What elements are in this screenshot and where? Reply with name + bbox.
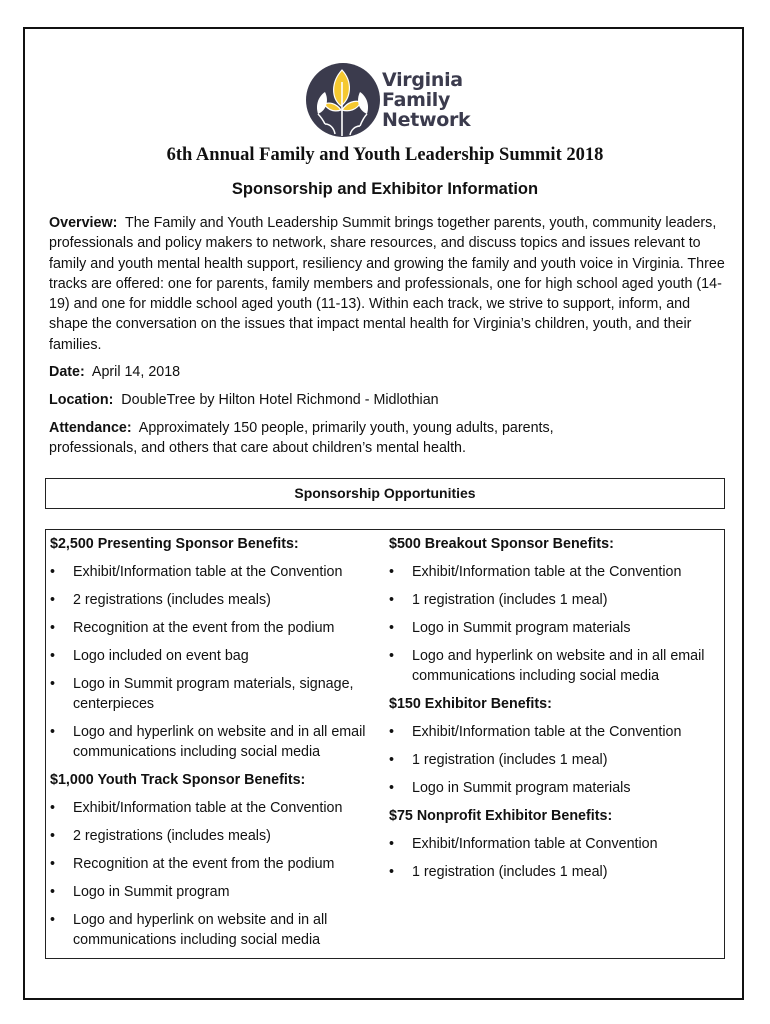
bullet-icon: •: [50, 724, 56, 740]
list-item: • Logo in Summit program materials, signage, centerpieces: [50, 676, 354, 712]
summit-title: 6th Annual Family and Youth Leadership Summit 2018: [166, 145, 604, 165]
bullet-icon: •: [389, 592, 395, 608]
bullet-icon: •: [389, 864, 395, 880]
bullet-icon: •: [389, 836, 395, 852]
bullet-icon: •: [389, 724, 395, 740]
benefits-right-column: [389, 534, 719, 890]
list-item: • Logo included on event bag: [50, 648, 249, 664]
logo-line-3: Network: [382, 109, 471, 131]
bullet-icon: •: [50, 648, 56, 664]
bullet-icon: •: [50, 912, 56, 928]
bullet-icon: •: [389, 752, 395, 768]
tier-title-exhibitor: $150 Exhibitor Benefits:: [389, 696, 552, 712]
bullet-icon: •: [50, 828, 56, 844]
attendance-label: Attendance:: [49, 420, 132, 436]
list-item: • 1 registration (includes 1 meal): [389, 592, 608, 608]
logo-wordmark: [382, 70, 470, 130]
bullet-icon: •: [50, 676, 56, 692]
bullet-icon: •: [50, 620, 56, 636]
tier-list-breakout: [389, 562, 719, 686]
list-item: • Logo in Summit program: [50, 884, 230, 900]
list-item: • 1 registration (includes 1 meal): [389, 752, 608, 768]
sponsorship-opportunities-heading: Sponsorship Opportunities: [45, 478, 725, 509]
list-item: • Exhibit/Information table at Convention: [389, 836, 658, 852]
tier-title-presenting: $2,500 Presenting Sponsor Benefits:: [50, 536, 299, 552]
list-item: • 2 registrations (includes meals): [50, 592, 271, 608]
list-item: • Logo and hyperlink on website and in all email communications including social media: [389, 648, 705, 684]
tier-title-youth-track: $1,000 Youth Track Sponsor Benefits:: [50, 772, 306, 788]
date-label: Date:: [49, 364, 85, 380]
bullet-icon: •: [50, 856, 56, 872]
list-item: • Logo and hyperlink on website and in all communications including social media: [50, 912, 328, 948]
tier-list-presenting: [50, 562, 385, 762]
bullet-icon: •: [50, 800, 56, 816]
attendance-value: Approximately 150 people, primarily youth, young adults, parents, professionals, and others that care about children’s mental health.: [49, 420, 554, 457]
overview-text: The Family and Youth Leadership Summit brings together parents, youth, community leaders, professionals and policy makers to network, share resources, and discuss topics and issues relevant to family and youth mental health support, resiliency and growing the family and youth voice in Virginia. Three tracks are offered: one for parents, family members and professionals, one for high school aged youth (14-19) and one for middle school aged youth (11-13). Within each track, we strive to support, inform, and shape the conversation on the issues that impact mental health for Virginia’s children, youth, and their families.: [49, 215, 725, 353]
tier-title-breakout: $500 Breakout Sponsor Benefits:: [389, 536, 614, 552]
sprout-logo-icon: [305, 62, 381, 138]
tier-list-exhibitor: [389, 722, 719, 798]
list-item: • Exhibit/Information table at the Convention: [389, 724, 682, 740]
overview-paragraph: [49, 213, 729, 355]
logo-line-2: Family: [382, 89, 451, 111]
date-value: April 14, 2018: [91, 364, 181, 380]
list-item: • Recognition at the event from the podium: [50, 856, 335, 872]
location-label: Location:: [49, 392, 114, 408]
bullet-icon: •: [389, 620, 395, 636]
list-item: • Exhibit/Information table at the Convention: [389, 564, 682, 580]
bullet-icon: •: [389, 564, 395, 580]
logo-line-1: Virginia: [382, 69, 463, 91]
list-item: • 1 registration (includes 1 meal): [389, 864, 608, 880]
bullet-icon: •: [50, 884, 56, 900]
benefits-left-column: [50, 534, 385, 958]
bullet-icon: •: [50, 564, 56, 580]
list-item: • Exhibit/Information table at the Convention: [50, 800, 343, 816]
attendance-line: [49, 418, 629, 459]
list-item: • 2 registrations (includes meals): [50, 828, 271, 844]
tier-list-nonprofit-exhibitor: [389, 834, 719, 882]
list-item: • Recognition at the event from the podium: [50, 620, 335, 636]
bullet-icon: •: [389, 648, 395, 664]
list-item: • Logo in Summit program materials: [389, 780, 631, 796]
location-line: [49, 390, 729, 410]
list-item: • Logo in Summit program materials: [389, 620, 631, 636]
tier-list-youth-track: [50, 798, 385, 950]
overview-label: Overview:: [49, 215, 118, 231]
date-line: [49, 362, 729, 382]
list-item: • Logo and hyperlink on website and in all email communications including social media: [50, 724, 366, 760]
bullet-icon: •: [389, 780, 395, 796]
virginia-family-network-logo: [305, 62, 475, 138]
page-subtitle: Sponsorship and Exhibitor Information: [231, 180, 539, 198]
list-item: • Exhibit/Information table at the Convention: [50, 564, 343, 580]
location-value: DoubleTree by Hilton Hotel Richmond - Midlothian: [121, 392, 439, 408]
benefits-table: [45, 529, 725, 959]
bullet-icon: •: [50, 592, 56, 608]
tier-title-nonprofit-exhibitor: $75 Nonprofit Exhibitor Benefits:: [389, 808, 613, 824]
